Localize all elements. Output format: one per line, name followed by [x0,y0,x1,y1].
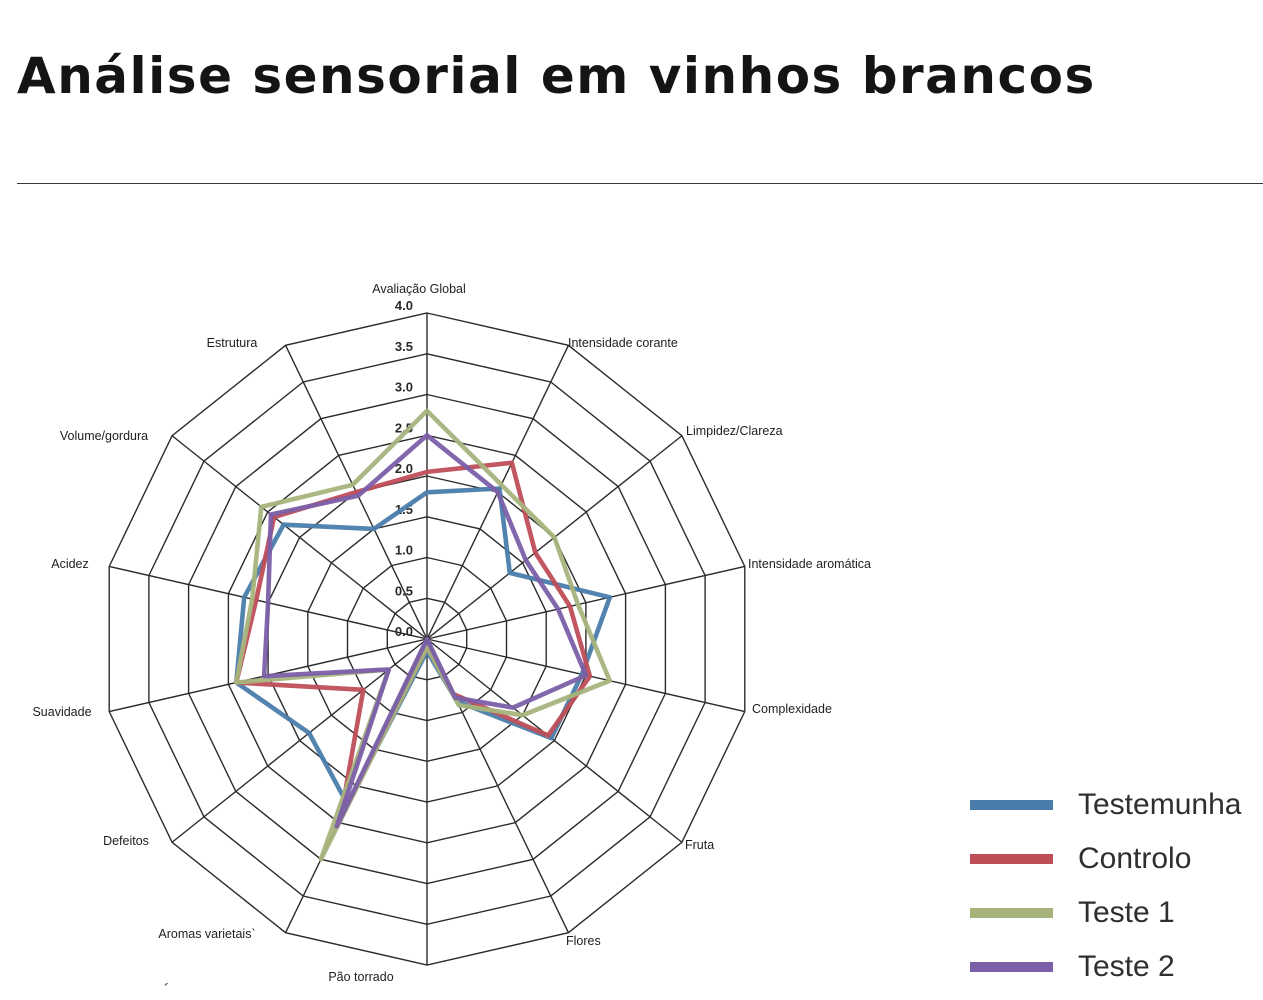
grid-spoke [427,639,682,842]
axis-label-defeitos: Defeitos [103,834,149,848]
legend-swatch-teste-2 [970,962,1053,972]
radial-tick-label: 3.5 [394,338,413,354]
axis-label-flores: Flores [566,934,601,948]
legend-item-testemunha [970,778,1263,832]
axis-label-avalia-o-global: Avaliação Global [372,282,466,296]
legend-item-teste-1 [970,886,1263,940]
legend-swatch-testemunha [970,800,1053,810]
radial-tick-label: 4.0 [394,298,413,313]
series-line-controlo [236,463,590,819]
axis-label-estrutura: Estrutura [206,336,258,350]
legend-item-controlo [970,832,1263,886]
legend-label: Teste 1 [1078,896,1175,929]
legend-label: Teste 2 [1078,950,1175,983]
legend-label: Controlo [1078,842,1192,875]
radial-tick-label: 1.5 [394,501,413,517]
radial-tick-label: 1.0 [394,542,413,558]
legend-swatch-controlo [970,854,1053,864]
axis-label-intensidade-corante: Intensidade corante [568,336,678,350]
axis-label-complexidade: Complexidade [752,702,832,716]
cropped-label-accent: ´ [164,982,170,999]
radial-tick-label: 2.5 [394,420,413,436]
axis-label-intensidade-arom-tica: Intensidade aromática [748,557,871,571]
axis-label-suavidade: Suavidade [32,705,92,719]
axis-label-aromas-varietais: Aromas varietais` [158,927,256,941]
radial-tick-label: 0.0 [394,624,413,639]
radial-tick-label: 2.0 [394,461,413,476]
legend-label: Testemunha [1078,788,1242,821]
axis-label-volume-gordura: Volume/gordura [59,429,149,443]
axis-label-limpidez-clareza: Limpidez/Clareza [686,424,783,438]
axis-label-p-o-torrado: Pão torrado [328,970,394,984]
axis-label-fruta: Fruta [685,838,715,852]
axis-label-acidez: Acidez [51,557,89,571]
page-title: Análise sensorial em vinhos brancos [17,47,1096,105]
legend-swatch-teste-1 [970,908,1053,918]
legend-item-teste-2 [970,940,1263,994]
radial-tick-label: 0.5 [394,583,413,599]
radial-tick-label: 3.0 [394,379,413,395]
chart-legend [970,778,1263,994]
